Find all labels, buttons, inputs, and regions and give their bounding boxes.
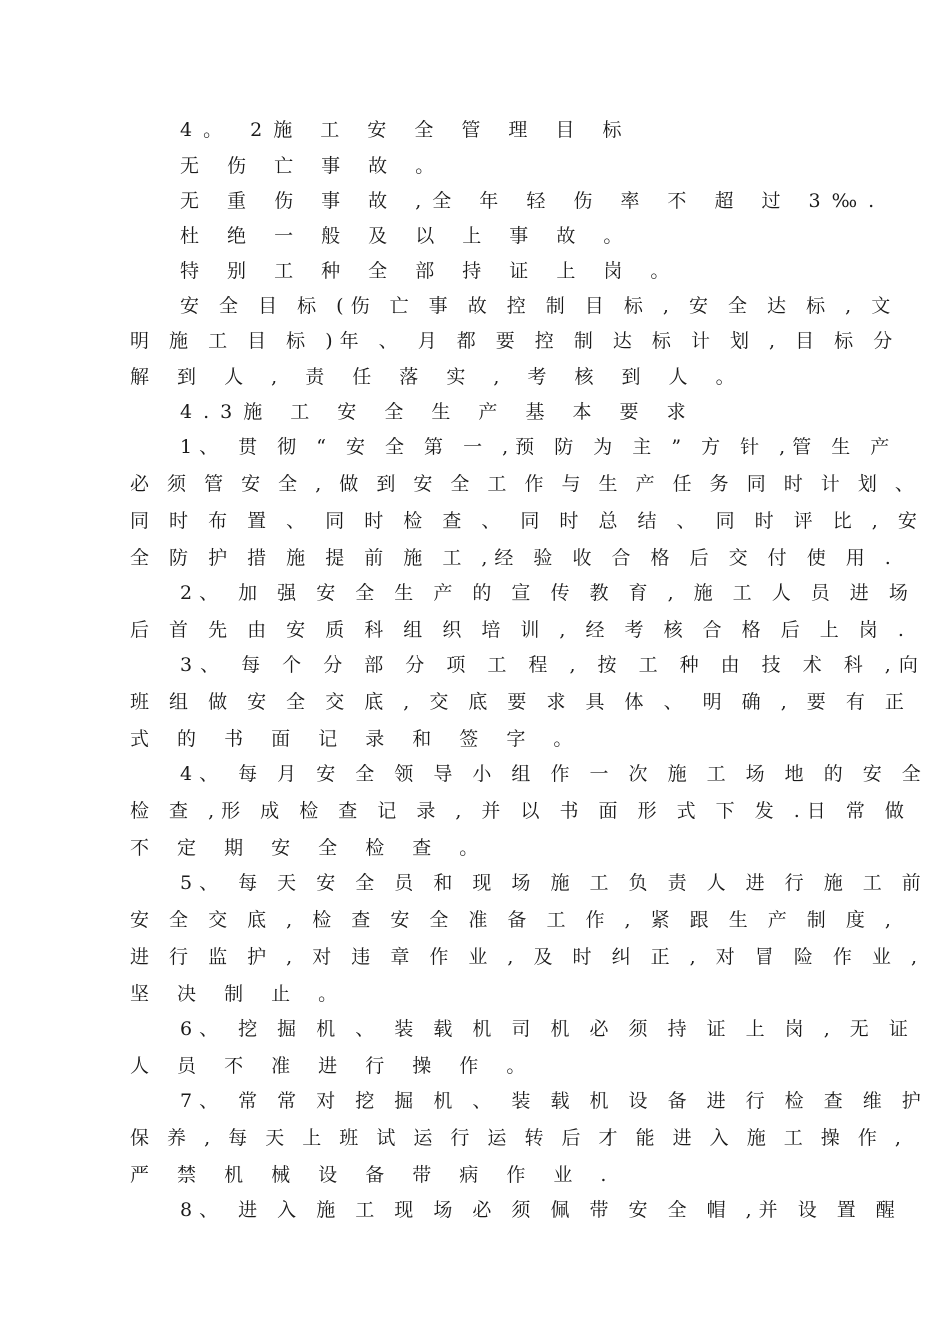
paragraph-line: 必 须 管 安 全 , 做 到 安 全 工 作 与 生 产 任 务 同 时 计 划 、 bbox=[130, 473, 920, 495]
paragraph-line: 严 禁 机 械 设 备 带 病 作 业 . bbox=[130, 1164, 618, 1186]
paragraph-line: 人 员 不 准 进 行 操 作 。 bbox=[130, 1055, 537, 1077]
paragraph-line: 解 到 人 , 责 任 落 实 , 考 核 到 人 。 bbox=[130, 366, 746, 388]
paragraph-line: 7、 常 常 对 挖 掘 机 、 装 载 机 设 备 进 行 检 查 维 护 bbox=[180, 1090, 928, 1112]
paragraph-line: 5、 每 天 安 全 员 和 现 场 施 工 负 责 人 进 行 施 工 前 bbox=[180, 872, 928, 894]
paragraph-line: 8、 进 入 施 工 现 场 必 须 佩 带 安 全 帽 ,并 设 置 醒 bbox=[180, 1199, 902, 1221]
text-line: 无 伤 亡 事 故 。 bbox=[180, 155, 446, 177]
section-heading: 4。 2施 工 安 全 管 理 目 标 bbox=[180, 119, 633, 141]
paragraph-line: 进 行 监 护 , 对 违 章 作 业 , 及 时 纠 正 , 对 冒 险 作 业 , bbox=[130, 946, 924, 968]
paragraph-line: 4、 每 月 安 全 领 导 小 组 作 一 次 施 工 场 地 的 安 全 bbox=[180, 763, 928, 785]
paragraph-line: 3、 每 个 分 部 分 项 工 程 , 按 工 种 由 技 术 科 ,向 bbox=[180, 654, 926, 676]
paragraph-line: 同 时 布 置 、 同 时 检 查 、 同 时 总 结 、 同 时 评 比 , 安 bbox=[130, 510, 924, 532]
text-line: 特 别 工 种 全 部 持 证 上 岗 。 bbox=[180, 260, 681, 282]
paragraph-line: 全 防 护 措 施 提 前 施 工 ,经 验 收 合 格 后 交 付 使 用 . bbox=[130, 547, 898, 569]
text-line: 无 重 伤 事 故 ,全 年 轻 伤 率 不 超 过 3‰. bbox=[180, 190, 886, 212]
paragraph-line: 不 定 期 安 全 检 查 。 bbox=[130, 837, 490, 859]
paragraph-line: 2、 加 强 安 全 生 产 的 宣 传 教 育 , 施 工 人 员 进 场 bbox=[180, 582, 915, 604]
paragraph-line: 检 查 ,形 成 检 查 记 录 , 并 以 书 面 形 式 下 发 .日 常 做 bbox=[130, 800, 911, 822]
text-line: 杜 绝 一 般 及 以 上 事 故 。 bbox=[180, 225, 634, 247]
paragraph-line: 坚 决 制 止 。 bbox=[130, 983, 349, 1005]
paragraph-line: 保 养 , 每 天 上 班 试 运 行 运 转 后 才 能 进 入 施 工 操 作 , bbox=[130, 1127, 907, 1149]
section-heading: 4.3施 工 安 全 生 产 基 本 要 求 bbox=[180, 401, 697, 423]
paragraph-line: 安 全 目 标 (伤 亡 事 故 控 制 目 标 , 安 全 达 标 , 文 bbox=[180, 295, 898, 317]
paragraph-line: 班 组 做 安 全 交 底 , 交 底 要 求 具 体 、 明 确 , 要 有 正 bbox=[130, 691, 911, 713]
paragraph-line: 式 的 书 面 记 录 和 签 字 。 bbox=[130, 728, 584, 750]
paragraph-line: 6、 挖 掘 机 、 装 载 机 司 机 必 须 持 证 上 岗 , 无 证 bbox=[180, 1018, 915, 1040]
paragraph-line: 后 首 先 由 安 质 科 组 织 培 训 , 经 考 核 合 格 后 上 岗 . bbox=[130, 619, 911, 641]
paragraph-line: 明 施 工 目 标 )年 、 月 都 要 控 制 达 标 计 划 , 目 标 分 bbox=[130, 330, 900, 352]
paragraph-line: 安 全 交 底 , 检 查 安 全 准 备 工 作 , 紧 跟 生 产 制 度 , bbox=[130, 909, 898, 931]
paragraph-line: 1、 贯 彻 “ 安 全 第 一 ,预 防 为 主 ” 方 针 ,管 生 产 bbox=[180, 436, 897, 458]
